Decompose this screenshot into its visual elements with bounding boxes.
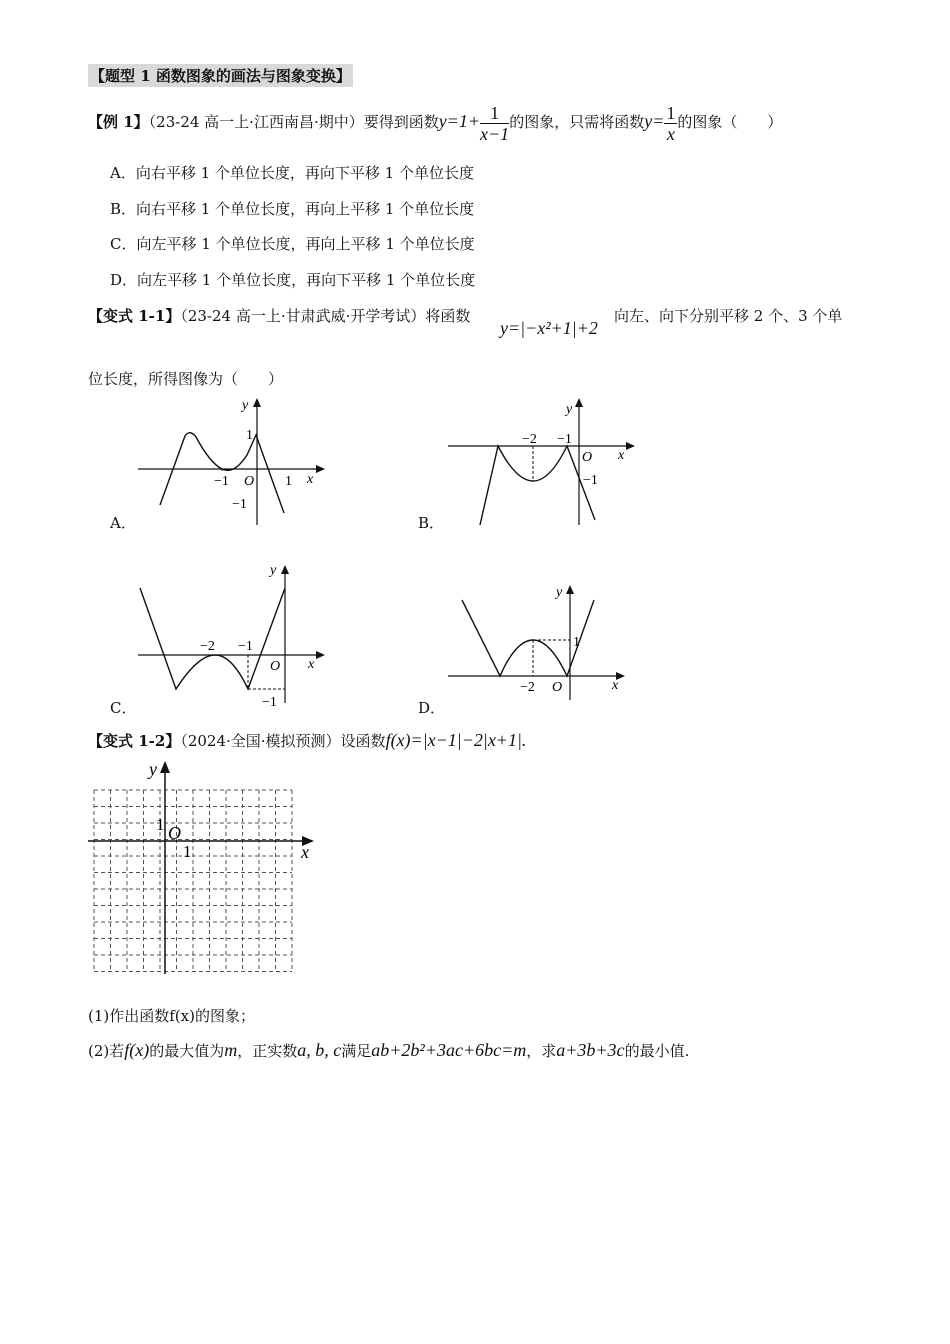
- graph-b-x-label: x: [618, 448, 625, 463]
- example1-text-b: 的图象，只需将函数: [509, 113, 645, 131]
- graph-a-one-y: 1: [246, 428, 253, 443]
- graph-b: [440, 395, 640, 530]
- q2-f: f(x): [124, 1040, 150, 1060]
- variant12-formula: f(x)=|x−1|−2|x+1|.: [385, 730, 527, 750]
- graph-c-y-arrow: [281, 565, 289, 574]
- example1-text-c: 的图象（ ）: [677, 113, 783, 131]
- graph-c-x-arrow: [316, 651, 325, 659]
- graph-b-y-label: y: [566, 402, 573, 417]
- func2-lhs: y=: [644, 111, 665, 131]
- q2-e: ，求: [526, 1042, 557, 1060]
- section-title: 【题型 1 函数图象的画法与图象变换】: [88, 64, 353, 87]
- graph-d-y-arrow: [566, 585, 574, 594]
- q2-eq: ab+2b²+3ac+6bc=m: [371, 1040, 527, 1060]
- graph-c-neg1-y: −1: [262, 695, 277, 708]
- q2-f2: 的最小值.: [624, 1042, 690, 1060]
- graph-c-y-label: y: [270, 563, 277, 578]
- graph-a-origin: O: [244, 474, 255, 489]
- q2-target: a+3b+3c: [556, 1040, 625, 1060]
- variant11-text-b: 向左、向下分别平移 2 个、3 个单: [614, 307, 843, 325]
- example1-text-a: 要得到函数: [363, 113, 439, 131]
- option-b: B．向右平移 1 个单位长度，再向上平移 1 个单位长度: [110, 200, 475, 218]
- example1-tag: 【例 1】: [88, 113, 149, 131]
- graph-d-label: D．: [418, 699, 446, 717]
- grid-lines: [94, 790, 292, 972]
- grid-one-y: 1: [156, 815, 165, 834]
- graph-a-y-label: y: [242, 398, 249, 413]
- graph-c-origin: O: [270, 659, 281, 674]
- q2-c: ，正实数: [237, 1042, 298, 1060]
- question-1: [88, 1005, 255, 1026]
- option-d: D．向左平移 1 个单位长度，再向下平移 1 个单位长度: [110, 271, 476, 289]
- graph-a-neg1-y: −1: [232, 497, 247, 512]
- graph-a-label: A．: [110, 514, 136, 532]
- func1-lhs: y=1+: [438, 111, 481, 131]
- variant11-stem-line1: [88, 305, 470, 326]
- graph-d-origin: O: [552, 680, 563, 695]
- graph-b-y-arrow: [575, 398, 583, 407]
- graph-d-neg2: −2: [520, 680, 535, 695]
- graph-a-x-arrow: [316, 465, 325, 473]
- func2-num: 1: [666, 102, 676, 123]
- graph-b-label: B．: [418, 514, 445, 532]
- question-2: [88, 1040, 689, 1061]
- graph-b-origin: O: [582, 450, 593, 465]
- func1-fraction: [480, 103, 509, 144]
- variant12-stem: [88, 730, 526, 751]
- graph-b-neg1: −1: [557, 432, 572, 447]
- graph-b-neg2: −2: [522, 432, 537, 447]
- option-c: C．向左平移 1 个单位长度，再向上平移 1 个单位长度: [110, 235, 475, 253]
- graph-d: [440, 578, 640, 703]
- func1-den: x−1: [480, 123, 510, 144]
- graph-d-one: 1: [573, 635, 580, 650]
- q2-a: (2)若: [88, 1042, 125, 1060]
- func2-fraction: [664, 103, 677, 144]
- question-1-text: (1)作出函数f(x)的图象；: [88, 1007, 255, 1025]
- variant11-source: （23-24 高一上·甘肃武威·开学考试）: [180, 307, 426, 325]
- graph-a: [130, 395, 330, 530]
- graph-b-x-arrow: [626, 442, 635, 450]
- variant11-text-a: 将函数: [425, 307, 471, 325]
- q2-b: 的最大值为: [149, 1042, 225, 1060]
- q2-abc: a, b, c: [297, 1040, 342, 1060]
- graph-b-neg1-y: −1: [583, 473, 598, 488]
- coordinate-grid: [86, 758, 326, 978]
- variant12-text-a: 设函数: [340, 732, 386, 750]
- graph-c: [130, 558, 330, 708]
- grid-one-x: 1: [183, 842, 192, 861]
- grid-y-arrow: [160, 761, 170, 773]
- variant12-tag: 【变式 1-2】: [88, 732, 181, 750]
- variant11-formula: y=|−x²+1|+2: [500, 318, 598, 338]
- graph-b-curve: [480, 446, 595, 525]
- graph-a-y-arrow: [253, 398, 261, 407]
- option-a: A．向右平移 1 个单位长度，再向下平移 1 个单位长度: [110, 164, 474, 182]
- graph-d-x-label: x: [612, 678, 619, 693]
- grid-origin: O: [168, 823, 181, 843]
- graph-a-curve: [160, 433, 284, 513]
- graph-a-x-label: x: [307, 472, 314, 487]
- variant12-source: （2024·全国·模拟预测）: [180, 732, 341, 750]
- graph-c-x-label: x: [308, 657, 315, 672]
- graph-c-neg1: −1: [238, 639, 253, 654]
- grid-x-label: x: [301, 842, 309, 862]
- graph-d-y-label: y: [556, 585, 563, 600]
- graph-a-neg1-x: −1: [214, 474, 229, 489]
- variant11-tag: 【变式 1-1】: [88, 307, 181, 325]
- graph-a-one-x: 1: [285, 474, 292, 489]
- example1-source: （23-24 高一上·江西南昌·期中）: [148, 113, 364, 131]
- q2-d: 满足: [341, 1042, 372, 1060]
- example1-stem: [88, 100, 782, 144]
- func1-num: 1: [480, 103, 509, 124]
- func2-den: x: [666, 123, 675, 144]
- variant11-text-c: 位长度，所得图像为（ ）: [88, 370, 284, 388]
- graph-c-neg2: −2: [200, 639, 215, 654]
- grid-y-label: y: [149, 759, 157, 779]
- q2-m: m: [224, 1040, 238, 1060]
- graph-c-label: C．: [110, 699, 137, 717]
